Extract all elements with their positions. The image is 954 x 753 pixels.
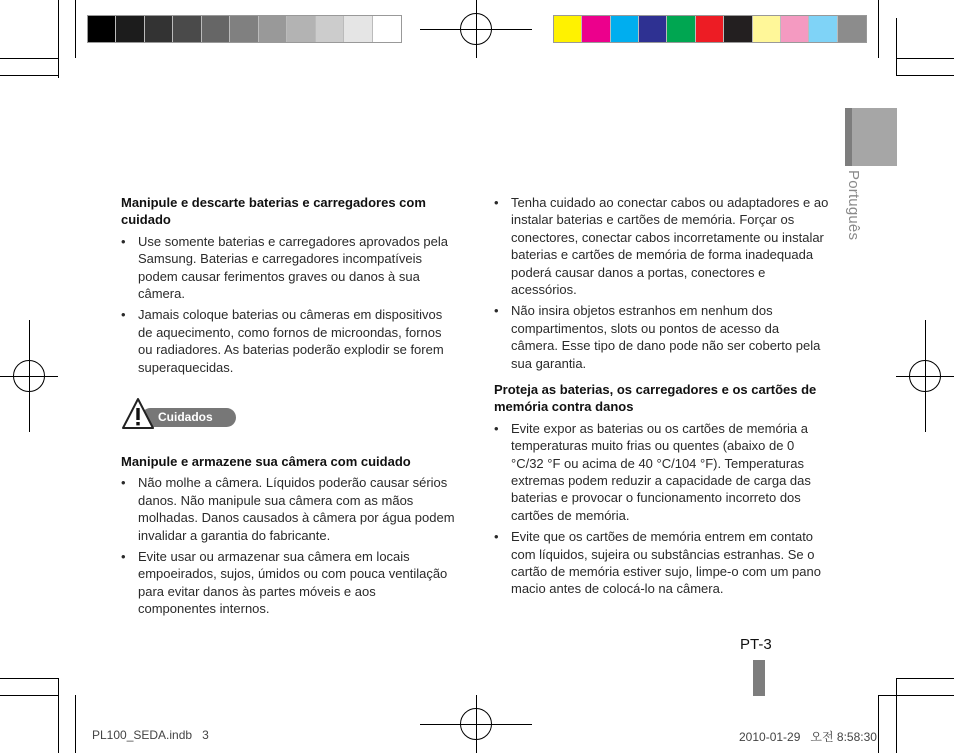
registration-mark [925,320,926,432]
list-item: • Tenha cuidado ao conectar cabos ou adaptadores e ao instalar baterias e cartões de memória. Forçar os conectores, conectar cabos incorretamente ou instalar baterias e cartões de memória de forma inadequada poderá causar danos a portas, conectores e acessórios. [494,194,829,298]
list-item: • Evite usar ou armazenar sua câmera em locais empoeirados, sujos, úmidos ou com pouca ventilação para evitar danos às partes móveis e aos componentes internos. [121,548,456,618]
bullet-list [494,194,829,372]
list-item: • Jamais coloque baterias ou câmeras em dispositivos de aquecimento, como fornos de microondas, fornos ou radiadores. As baterias poderão explodir se forem superaquecidas. [121,306,456,376]
list-item: • Não insira objetos estranhos em nenhum dos compartimentos, slots ou pontos de acesso da câmera. Esse tipo de dano pode não ser coberto pela sua garantia. [494,302,829,372]
color-swatch [639,16,667,42]
right-column-lower [494,381,829,602]
crop-mark [896,18,897,76]
color-swatch [373,16,401,42]
color-swatch [611,16,639,42]
crop-mark [878,695,879,753]
color-swatch [554,16,582,42]
bullet-list [121,233,456,376]
color-swatch [582,16,610,42]
crop-mark [878,695,954,696]
footer-timestamp: 2010-01-29 오전 8:58:30 [739,730,877,744]
section-heading: Proteja as baterias, os carregadores e os cartões de memória contra danos [494,382,817,415]
page-number: PT-3 [740,636,772,653]
color-swatch [344,16,372,42]
crop-mark [0,695,58,696]
crop-mark [75,0,76,58]
list-item: • Evite que os cartões de memória entrem em contato com líquidos, sujeira ou substâncias estranhas. Se o cartão de memória estiver sujo, limpe-o com um pano macio antes de colocá-lo na câmera. [494,528,829,598]
color-swatch [838,16,866,42]
color-swatch [173,16,201,42]
crop-mark [896,678,897,753]
warning-icon [121,397,155,431]
color-swatch [145,16,173,42]
language-tab-fill [852,108,897,166]
crop-mark [0,678,58,679]
crop-mark [896,58,954,59]
registration-mark [476,0,477,58]
color-swatch [259,16,287,42]
right-column [494,190,829,376]
color-swatch [809,16,837,42]
color-swatch [116,16,144,42]
process-color-bar [553,15,867,43]
page-marker-bar [753,660,765,696]
left-column-lower [121,453,456,622]
crop-mark [0,75,58,76]
bullet-list [121,474,456,617]
color-swatch [230,16,258,42]
crop-mark [58,0,59,78]
list-item: • Não molhe a câmera. Líquidos poderão causar sérios danos. Não manipule sua câmera com as mãos molhadas. Danos causados à câmera por água podem invalidar a garantia do fabricante. [121,474,456,544]
registration-mark [29,320,30,432]
color-swatch [287,16,315,42]
caution-label: Cuidados [141,408,236,427]
caution-badge [121,397,237,431]
registration-mark [476,695,477,753]
crop-mark [896,75,954,76]
color-swatch [753,16,781,42]
section-heading: Manipule e descarte baterias e carregadores com cuidado [121,195,426,228]
color-swatch [202,16,230,42]
color-swatch [667,16,695,42]
color-swatch [696,16,724,42]
list-item: • Evite expor as baterias ou os cartões de memória a temperaturas muito frias ou quentes (abaixo de 0 °C/32 °F ou acima de 40 °C/104 °F). Temperaturas extremas podem reduzir a capacidade de carga das baterias e provocar o funcionamento incorreto dos cartões de memória. [494,420,829,524]
crop-mark [896,678,954,679]
crop-mark [75,695,76,753]
bullet-list [494,420,829,598]
color-swatch [316,16,344,42]
footer-file-name: PL100_SEDA.indb 3 [92,728,209,742]
grayscale-color-bar [87,15,402,43]
crop-mark [878,0,879,58]
color-swatch [88,16,116,42]
section-heading: Manipule e armazene sua câmera com cuidado [121,454,411,469]
color-swatch [781,16,809,42]
language-label: Português [845,170,862,241]
color-swatch [724,16,752,42]
left-column [121,194,456,380]
crop-mark [58,678,59,753]
list-item: • Use somente baterias e carregadores aprovados pela Samsung. Baterias e carregadores incompatíveis podem causar ferimentos graves ou danos à sua câmera. [121,233,456,303]
crop-mark [0,58,58,59]
